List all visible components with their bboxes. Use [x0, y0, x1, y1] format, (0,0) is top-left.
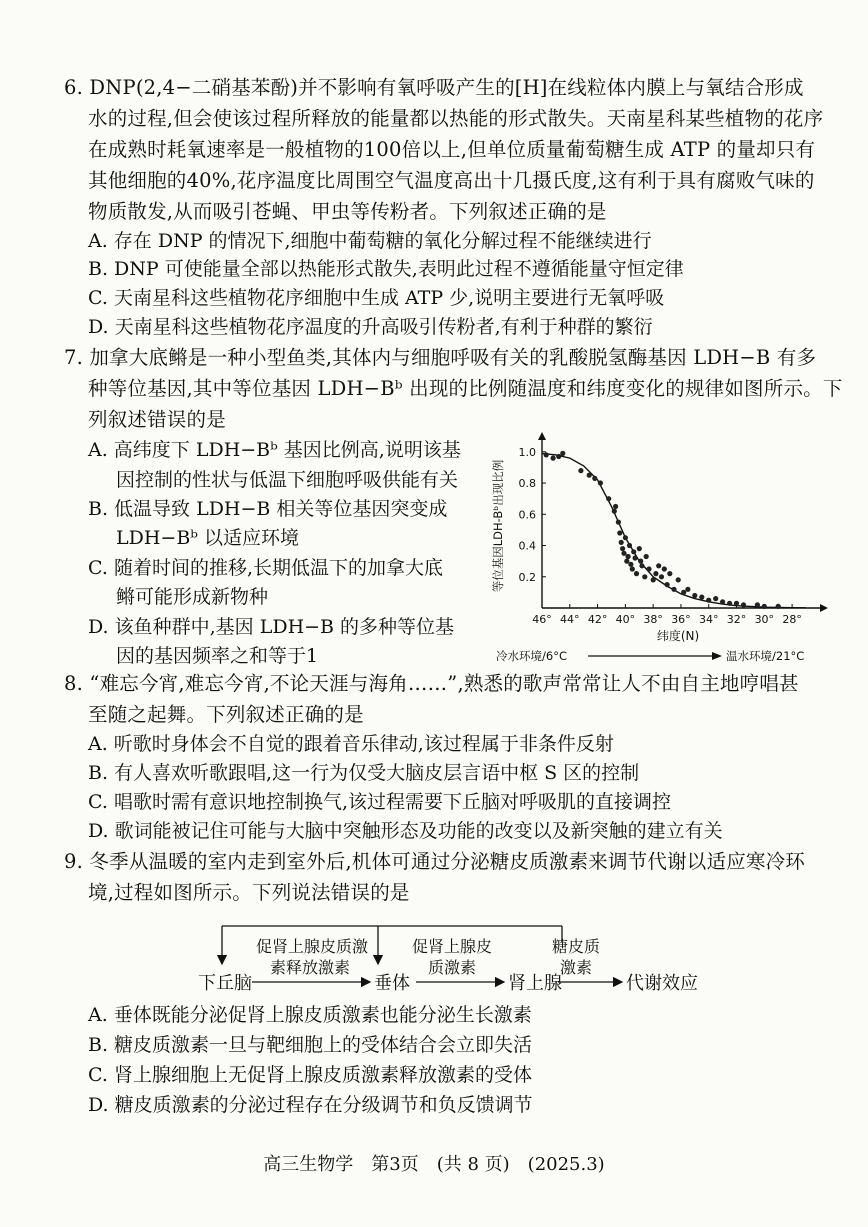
q9-option-d: D. 糖皮质激素的分泌过程存在分级调节和负反馈调节 [88, 1094, 533, 1116]
q8-option-d: D. 歌词能被记住可能与大脑中突触形态及功能的改变以及新突触的建立有关 [88, 820, 723, 842]
q6-option-d: D. 天南星科这些植物花序温度的升高吸引传粉者,有利于种群的繁衍 [88, 316, 653, 338]
data-point [617, 530, 622, 535]
data-point [755, 602, 760, 607]
x-tick-label: 30° [754, 613, 775, 626]
q7-option-b: B. 低温导致 LDH−B 相关等位基因突变成 [88, 498, 448, 520]
data-point [671, 587, 676, 592]
x-axis-arrow [820, 604, 828, 612]
node-pituitary: 垂体 [374, 973, 410, 994]
env-arrow-head [712, 652, 722, 660]
y-tick-label: 0.2 [518, 570, 536, 584]
data-point [646, 566, 651, 571]
q9-option-c: C. 肾上腺细胞上无促肾上腺皮质激素释放激素的受体 [88, 1064, 532, 1086]
q9-stem-line: 9. 冬季从温暖的室内走到室外后,机体可通过分泌糖皮质激素来调节代谢以适应寒冷环 [64, 850, 806, 873]
data-point [587, 473, 592, 478]
x-tick-label: 46° [532, 613, 552, 626]
x-tick-label: 44° [560, 613, 580, 626]
label-acth-line2: 质激素 [428, 958, 477, 977]
data-point [681, 590, 686, 595]
q7-option-d-cont: 因的基因频率之和等于1 [116, 645, 319, 667]
x-tick-label: 36° [671, 613, 691, 626]
q7-stem-line: 列叙述错误的是 [88, 408, 226, 431]
data-point [699, 595, 704, 600]
data-point [685, 587, 690, 592]
q6-stem-line: 物质散发,从而吸引苍蝇、甲虫等传粉者。下列叙述正确的是 [88, 200, 607, 223]
node-metabolic-effect: 代谢效应 [626, 973, 698, 994]
q7-stem-line: 7. 加拿大底鳉是一种小型鱼类,其体内与细胞呼吸有关的乳酸脱氢酶基因 LDH−B 有多 [64, 346, 817, 369]
q6-stem-line: 水的过程,但会使该过程所释放的能量都以热能的形式散失。天南星科某些植物的花序 [88, 107, 824, 130]
data-point [592, 476, 597, 481]
q9-option-b: B. 糖皮质激素一旦与靶细胞上的受体结合会立即失活 [88, 1034, 533, 1056]
label-gc-line2: 激素 [560, 958, 593, 977]
fit-curve [542, 453, 806, 607]
label-gc-bg [546, 934, 550, 938]
data-point [762, 604, 767, 609]
data-point [551, 456, 556, 461]
y-tick-label: 0.8 [518, 477, 536, 491]
data-point [620, 546, 625, 551]
node-hypothalamus: 下丘脑 [198, 973, 252, 994]
data-point [613, 504, 618, 509]
y-axis-label: 等位基因LDH-Bᵇ出现比例 [491, 459, 505, 593]
data-point [556, 454, 561, 459]
node-adrenal: 肾上腺 [508, 973, 562, 994]
data-point [638, 559, 643, 564]
q8-stem-line: 8. “难忘今宵,难忘今宵,不论天涯与海角……”,熟悉的歌声常常让人不由自主地哼唱甚 [64, 672, 799, 695]
data-point [706, 598, 711, 603]
data-point [662, 566, 667, 571]
data-point [642, 574, 647, 579]
x-tick-label: 28° [782, 613, 802, 626]
data-point [651, 577, 656, 582]
y-axis-arrow [538, 432, 546, 440]
data-point [656, 563, 661, 568]
data-point [776, 604, 781, 609]
env-right-label: 温水环境/21°C [726, 649, 805, 663]
data-point [637, 546, 642, 551]
q6-option-a: A. 存在 DNP 的情况下,细胞中葡萄糖的氧化分解过程不能继续进行 [88, 230, 652, 252]
q7-option-a: A. 高纬度下 LDH−Bᵇ 基因比例高,说明该基 [88, 439, 461, 461]
data-point [631, 549, 636, 554]
data-point [665, 582, 670, 587]
q6-stem-line: 在成熟时耗氧速率是一般植物的100倍以上,但单位质量葡萄糖生成 ATP 的量却只有 [88, 138, 816, 161]
page-footer: 高三生物学 第3页 (共 8 页) (2025.3) [263, 1154, 605, 1175]
data-point [713, 596, 718, 601]
label-crh-line1: 促肾上腺皮质激 [256, 937, 369, 956]
q6-stem-line: 其他细胞的40%,花序温度比周围空气温度高出十几摄氏度,这有利于具有腐败气味的 [88, 169, 815, 192]
data-point [544, 452, 549, 457]
q9-option-a: A. 垂体既能分泌促肾上腺皮质激素也能分泌生长激素 [88, 1004, 532, 1026]
data-point [606, 496, 611, 501]
y-tick-label: 0.6 [518, 508, 536, 522]
data-point [578, 468, 583, 473]
data-point [653, 571, 658, 576]
q7-option-d: D. 该鱼种群中,基因 LDH−B 的多种等位基 [88, 616, 455, 638]
data-point [659, 574, 664, 579]
data-point [667, 571, 672, 576]
data-point [644, 554, 649, 559]
q7-stem-line: 种等位基因,其中等位基因 LDH−Bᵇ 出现的比例随温度和纬度变化的规律如图所示。下 [88, 377, 843, 400]
x-tick-label: 40° [615, 613, 636, 626]
q7-option-c-cont: 鳉可能形成新物种 [116, 586, 269, 608]
data-point [727, 601, 732, 606]
data-point [734, 601, 739, 606]
q9-stem-line: 境,过程如图所示。下列说法错误的是 [88, 881, 410, 904]
data-point [630, 566, 635, 571]
q6-option-b: B. DNP 可使能量全部以热能形式散失,表明此过程不遵循能量守恒定律 [88, 258, 684, 280]
label-acth-line1: 促肾上腺皮 [412, 937, 493, 956]
data-point [628, 562, 633, 567]
q6-stem-line: 6. DNP(2,4−二硝基苯酚)并不影响有氧呼吸产生的[H]在线粒体内膜上与氧结合形成 [64, 76, 804, 99]
q6-option-c: C. 天南星科这些植物花序细胞中生成 ATP 少,说明主要进行无氧呼吸 [88, 287, 665, 309]
data-point [616, 520, 621, 525]
q8-option-c: C. 唱歌时需有意识地控制换气,该过程需要下丘脑对呼吸肌的直接调控 [88, 791, 671, 813]
data-point [627, 543, 632, 548]
q8-stem-line: 至随之起舞。下列叙述正确的是 [88, 703, 364, 726]
data-point [560, 451, 565, 456]
x-tick-label: 42° [587, 613, 608, 626]
ldh-b-latitude-chart [476, 430, 848, 670]
data-point [624, 559, 629, 564]
data-point [634, 571, 639, 576]
q8-option-a: A. 听歌时身体会不自觉的跟着音乐律动,该过程属于非条件反射 [88, 733, 614, 755]
data-point [692, 593, 697, 598]
x-tick-label: 32° [726, 613, 747, 626]
hormone-flow-diagram [190, 920, 730, 998]
data-point [741, 602, 746, 607]
x-tick-label: 38° [643, 613, 663, 626]
data-point [612, 509, 617, 514]
q8-option-b: B. 有人喜欢听歌跟唱,这一行为仅受大脑皮层言语中枢 S 区的控制 [88, 762, 640, 784]
data-point [619, 540, 624, 545]
x-tick-label: 34° [698, 613, 719, 626]
q7-option-b-cont: LDH−Bᵇ 以适应环境 [116, 527, 299, 549]
q7-option-c: C. 随着时间的推移,长期低温下的加拿大底 [88, 557, 443, 579]
label-gc-line1: 糖皮质 [552, 937, 601, 956]
data-point [720, 599, 725, 604]
data-point [639, 563, 644, 568]
label-crh-line2: 素释放激素 [270, 958, 351, 977]
data-point [676, 577, 681, 582]
env-left-label: 冷水环境/6°C [496, 649, 567, 663]
y-tick-label: 0.4 [518, 539, 536, 553]
x-axis-label: 纬度(N) [656, 629, 700, 643]
data-point [633, 555, 638, 560]
data-point [626, 554, 631, 559]
data-point [598, 480, 603, 485]
q7-option-a-cont: 因控制的性状与低温下细胞呼吸供能有关 [116, 469, 459, 491]
y-tick-label: 1.0 [518, 445, 536, 459]
data-point [621, 551, 626, 556]
data-point [623, 535, 628, 540]
